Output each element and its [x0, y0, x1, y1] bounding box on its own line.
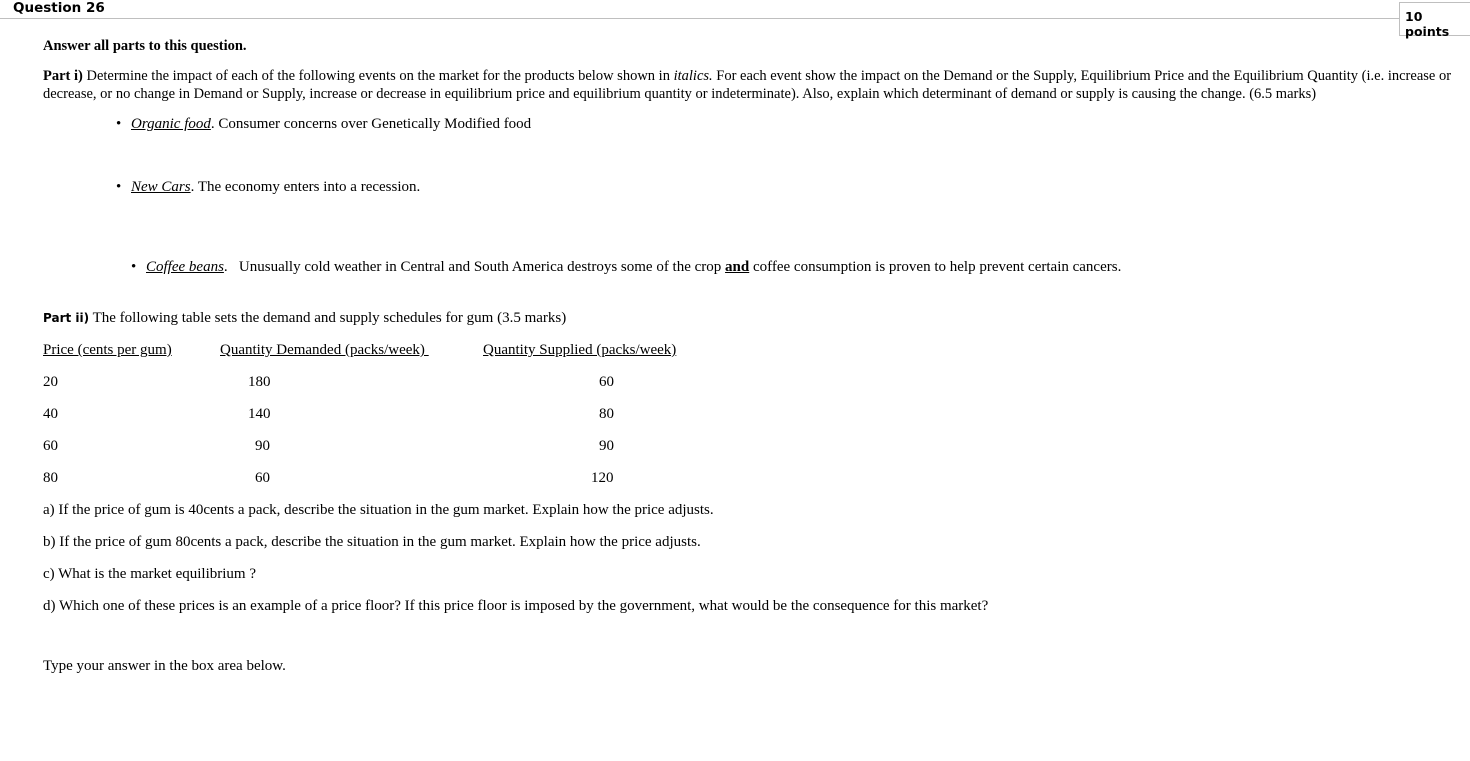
question-header	[0, 0, 1400, 19]
part2-text: The following table sets the demand and supply schedules for gum (3.5 marks)	[89, 310, 567, 326]
event-text-a: . Unusually cold weather in Central and South America destroys some of the crop	[223, 259, 726, 275]
table-header-price: Price (cents per gum)	[43, 342, 172, 358]
answer-prompt: Type your answer in the box area below.	[43, 658, 286, 674]
part2-label: Part ii)	[43, 311, 90, 325]
bullet-coffee-beans	[116, 242, 1121, 293]
question-d: d) Which one of these prices is an example of a price floor? If this price floor is imposed by the government, what would be the consequence for this market?	[43, 598, 989, 614]
question-a: a) If the price of gum is 40cents a pack, describe the situation in the gum market. Explain how the price adjusts.	[43, 502, 714, 518]
instructions: Answer all parts to this question.	[43, 38, 247, 54]
table-cell-price: 80	[43, 470, 58, 486]
table-cell-supplied: 80	[599, 406, 614, 422]
product-name: Coffee beans	[146, 259, 224, 275]
part1-paragraph	[43, 68, 1467, 103]
event-bold: and	[725, 259, 750, 275]
table-cell-demanded: 60	[255, 470, 270, 486]
table-cell-demanded: 180	[248, 374, 271, 390]
question-title: Question 26	[13, 0, 105, 16]
table-cell-price: 60	[43, 438, 58, 454]
table-cell-supplied: 120	[591, 470, 614, 486]
event-text: . Consumer concerns over Genetically Modified food	[210, 116, 532, 132]
table-cell-price: 20	[43, 374, 58, 390]
bullet-dot: •	[116, 179, 122, 195]
bullet-organic-food	[116, 116, 531, 133]
table-cell-supplied: 60	[599, 374, 614, 390]
table-cell-supplied: 90	[599, 438, 614, 454]
part2-intro	[43, 310, 566, 327]
bullet-new-cars	[116, 179, 420, 196]
part1-text-a: Determine the impact of each of the following events on the market for the products below shown in	[82, 68, 674, 84]
table-header-supplied: Quantity Supplied (packs/week)	[483, 342, 677, 358]
part1-text-b: For each event show the impact on the Demand or the Supply, Equilibrium Price and the Equilibrium Quantity (i.e. increase or decrease, or no change in Demand or Supply, increase or decrease in equilibrium price and equilibrium quantity or indeterminate). Also, explain which determinant of demand or supply is causing the change. (6.5 marks)	[43, 68, 1452, 102]
table-cell-demanded: 140	[248, 406, 271, 422]
question-b: b) If the price of gum 80cents a pack, describe the situation in the gum market. Explain how the price adjusts.	[43, 534, 701, 550]
part1-label: Part i)	[43, 68, 83, 84]
table-header-demanded: Quantity Demanded (packs/week)	[220, 342, 429, 358]
product-name: New Cars	[131, 179, 191, 195]
points-badge: 10 points	[1399, 2, 1470, 36]
product-name: Organic food	[131, 116, 211, 132]
bullet-dot: •	[131, 259, 137, 275]
part1-italic: italics.	[673, 68, 713, 84]
table-cell-price: 40	[43, 406, 58, 422]
event-text-b: coffee consumption is proven to help prevent certain cancers.	[749, 259, 1122, 275]
question-c: c) What is the market equilibrium ?	[43, 566, 256, 582]
table-cell-demanded: 90	[255, 438, 270, 454]
bullet-dot: •	[116, 116, 122, 132]
event-text: . The economy enters into a recession.	[190, 179, 421, 195]
